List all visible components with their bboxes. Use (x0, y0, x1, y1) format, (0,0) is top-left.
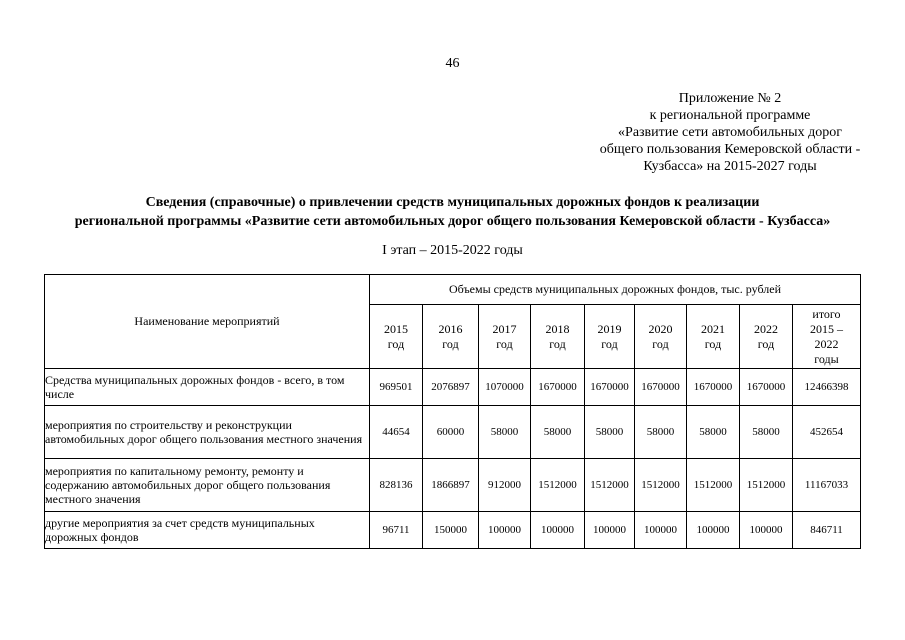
appendix-caption (560, 90, 900, 175)
appendix-line: «Развитие сети автомобильных дорог (618, 125, 842, 140)
appendix-line: общего пользования Кемеровской области - (599, 142, 861, 157)
value-cell: 1670000 (531, 369, 585, 406)
year-header: 2015 год (370, 305, 423, 369)
table-row (45, 406, 861, 459)
value-cell: 58000 (585, 406, 635, 459)
title-line: региональной программы «Развитие сети автомобильных дорог общего пользования Кемеровской области - Кузбасса» (74, 214, 831, 229)
volume-group-header: Объемы средств муниципальных дорожных фондов, тыс. рублей (370, 275, 861, 305)
title-line: Сведения (справочные) о привлечении средств муниципальных дорожных фондов к реализации (145, 195, 760, 210)
total-cell: 12466398 (793, 369, 861, 406)
table-row (45, 459, 861, 512)
value-cell: 60000 (423, 406, 479, 459)
value-cell: 100000 (585, 512, 635, 549)
value-cell: 969501 (370, 369, 423, 406)
total-cell: 11167033 (793, 459, 861, 512)
value-cell: 1866897 (423, 459, 479, 512)
row-label: мероприятия по строительству и реконструкции автомобильных дорог общего пользования местного значения (45, 406, 370, 459)
page-number: 46 (445, 56, 460, 71)
value-cell: 100000 (635, 512, 687, 549)
year-header: 2020 год (635, 305, 687, 369)
stage-subtitle: I этап – 2015-2022 годы (382, 243, 523, 258)
total-cell: 452654 (793, 406, 861, 459)
value-cell: 1070000 (479, 369, 531, 406)
value-cell: 2076897 (423, 369, 479, 406)
document-title (0, 193, 905, 231)
table-row (45, 512, 861, 549)
row-label: мероприятия по капитальному ремонту, ремонту и содержанию автомобильных дорог общего пользования местного значения (45, 459, 370, 512)
value-cell: 1512000 (635, 459, 687, 512)
value-cell: 1670000 (635, 369, 687, 406)
activity-name-header: Наименование мероприятий (45, 275, 370, 369)
value-cell: 100000 (479, 512, 531, 549)
appendix-line: Кузбасса» на 2015-2027 годы (643, 159, 817, 174)
year-header: 2018 год (531, 305, 585, 369)
value-cell: 1670000 (687, 369, 740, 406)
value-cell: 100000 (687, 512, 740, 549)
appendix-line: Приложение № 2 (678, 91, 782, 106)
total-header: итого 2015 – 2022 годы (793, 305, 861, 369)
year-header: 2019 год (585, 305, 635, 369)
value-cell: 58000 (635, 406, 687, 459)
value-cell: 1670000 (740, 369, 793, 406)
value-cell: 58000 (479, 406, 531, 459)
value-cell: 100000 (740, 512, 793, 549)
year-header: 2017 год (479, 305, 531, 369)
value-cell: 912000 (479, 459, 531, 512)
year-header: 2016 год (423, 305, 479, 369)
value-cell: 58000 (531, 406, 585, 459)
value-cell: 58000 (740, 406, 793, 459)
row-label: Средства муниципальных дорожных фондов - всего, в том числе (45, 369, 370, 406)
appendix-line: к региональной программе (649, 108, 811, 123)
funding-table (44, 274, 861, 549)
value-cell: 1512000 (687, 459, 740, 512)
value-cell: 1670000 (585, 369, 635, 406)
value-cell: 44654 (370, 406, 423, 459)
value-cell: 828136 (370, 459, 423, 512)
value-cell: 150000 (423, 512, 479, 549)
year-header: 2022 год (740, 305, 793, 369)
row-label: другие мероприятия за счет средств муниципальных дорожных фондов (45, 512, 370, 549)
value-cell: 100000 (531, 512, 585, 549)
total-cell: 846711 (793, 512, 861, 549)
value-cell: 1512000 (531, 459, 585, 512)
table-row (45, 369, 861, 406)
value-cell: 1512000 (585, 459, 635, 512)
value-cell: 1512000 (740, 459, 793, 512)
year-header: 2021 год (687, 305, 740, 369)
value-cell: 96711 (370, 512, 423, 549)
value-cell: 58000 (687, 406, 740, 459)
